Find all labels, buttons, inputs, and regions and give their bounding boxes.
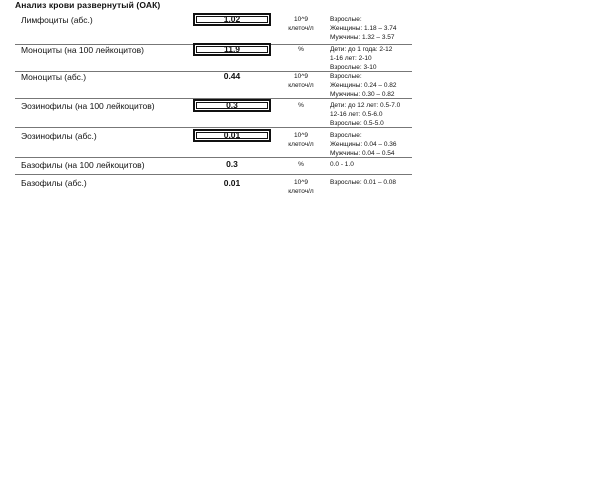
reference-range: [330, 160, 354, 169]
test-name: Эозинофилы (на 100 лейкоцитов): [21, 101, 155, 111]
reference-range: [330, 15, 397, 42]
reference-range: [330, 131, 397, 158]
reference-line: Женщины: 0.24 – 0.82: [330, 82, 397, 89]
test-name: Моноциты (абс.): [21, 72, 87, 82]
test-name: Базофилы (на 100 лейкоцитов): [21, 160, 145, 170]
reference-range: [330, 101, 400, 128]
result-row-monocytes-percent: [15, 45, 412, 72]
reference-line: Мужчины: 0.30 – 0.82: [330, 91, 395, 98]
reference-line: Взрослые:: [330, 132, 362, 139]
test-value: 0.01: [193, 129, 271, 142]
result-row-basophils-percent: [15, 160, 412, 175]
reference-line: Мужчины: 0.04 – 0.54: [330, 150, 395, 157]
result-row-eosinophils-percent: [15, 101, 412, 128]
row-divider: [15, 127, 412, 128]
reference-range: [330, 178, 396, 187]
test-value: 11.9: [193, 43, 271, 56]
test-value: 1.02: [193, 13, 271, 26]
result-row-monocytes-abs: [15, 72, 412, 99]
row-divider: [15, 174, 412, 175]
reference-line: Взрослые:: [330, 73, 362, 80]
reference-line: Дети: до 12 лет: 0.5-7.0: [330, 102, 401, 109]
reference-line: Мужчины: 1.32 – 3.57: [330, 34, 395, 41]
test-unit: %: [298, 46, 304, 53]
test-unit: %: [298, 161, 304, 168]
reference-line: 12-16 лет: 0.5-6.0: [330, 111, 383, 118]
test-value: 0.44: [223, 71, 241, 81]
test-unit: 10^9 клеточ/л: [288, 132, 314, 148]
reference-line: 0.0 - 1.0: [330, 161, 354, 168]
reference-line: Взрослые: 3-10: [330, 64, 377, 71]
reference-line: Женщины: 1.18 – 3.74: [330, 25, 397, 32]
result-row-basophils-abs: [15, 178, 412, 198]
reference-line: Взрослые: 0.5-5.0: [330, 120, 384, 127]
reference-range: [330, 72, 397, 99]
test-unit: 10^9 клеточ/л: [288, 73, 314, 89]
test-unit: %: [298, 102, 304, 109]
test-value: 0.01: [223, 178, 241, 188]
reference-line: Взрослые:: [330, 16, 362, 23]
test-value: 0.3: [193, 99, 271, 112]
reference-line: 1-16 лет: 2-10: [330, 55, 372, 62]
test-unit: 10^9 клеточ/л: [288, 16, 314, 32]
test-name: Эозинофилы (абс.): [21, 131, 97, 141]
document-title: Анализ крови развернутый (ОАК): [15, 0, 161, 10]
reference-range: [330, 45, 392, 72]
result-row-lymphocytes-abs: [15, 12, 412, 45]
test-unit: 10^9 клеточ/л: [288, 179, 314, 195]
test-name: Базофилы (абс.): [21, 178, 87, 188]
result-row-eosinophils-abs: [15, 131, 412, 158]
test-name: Лимфоциты (абс.): [21, 15, 93, 25]
reference-line: Дети: до 1 года: 2-12: [330, 46, 393, 53]
test-name: Моноциты (на 100 лейкоцитов): [21, 45, 144, 55]
test-value: 0.3: [226, 159, 238, 169]
reference-line: Взрослые: 0.01 – 0.08: [330, 179, 397, 186]
reference-line: Женщины: 0.04 – 0.36: [330, 141, 397, 148]
